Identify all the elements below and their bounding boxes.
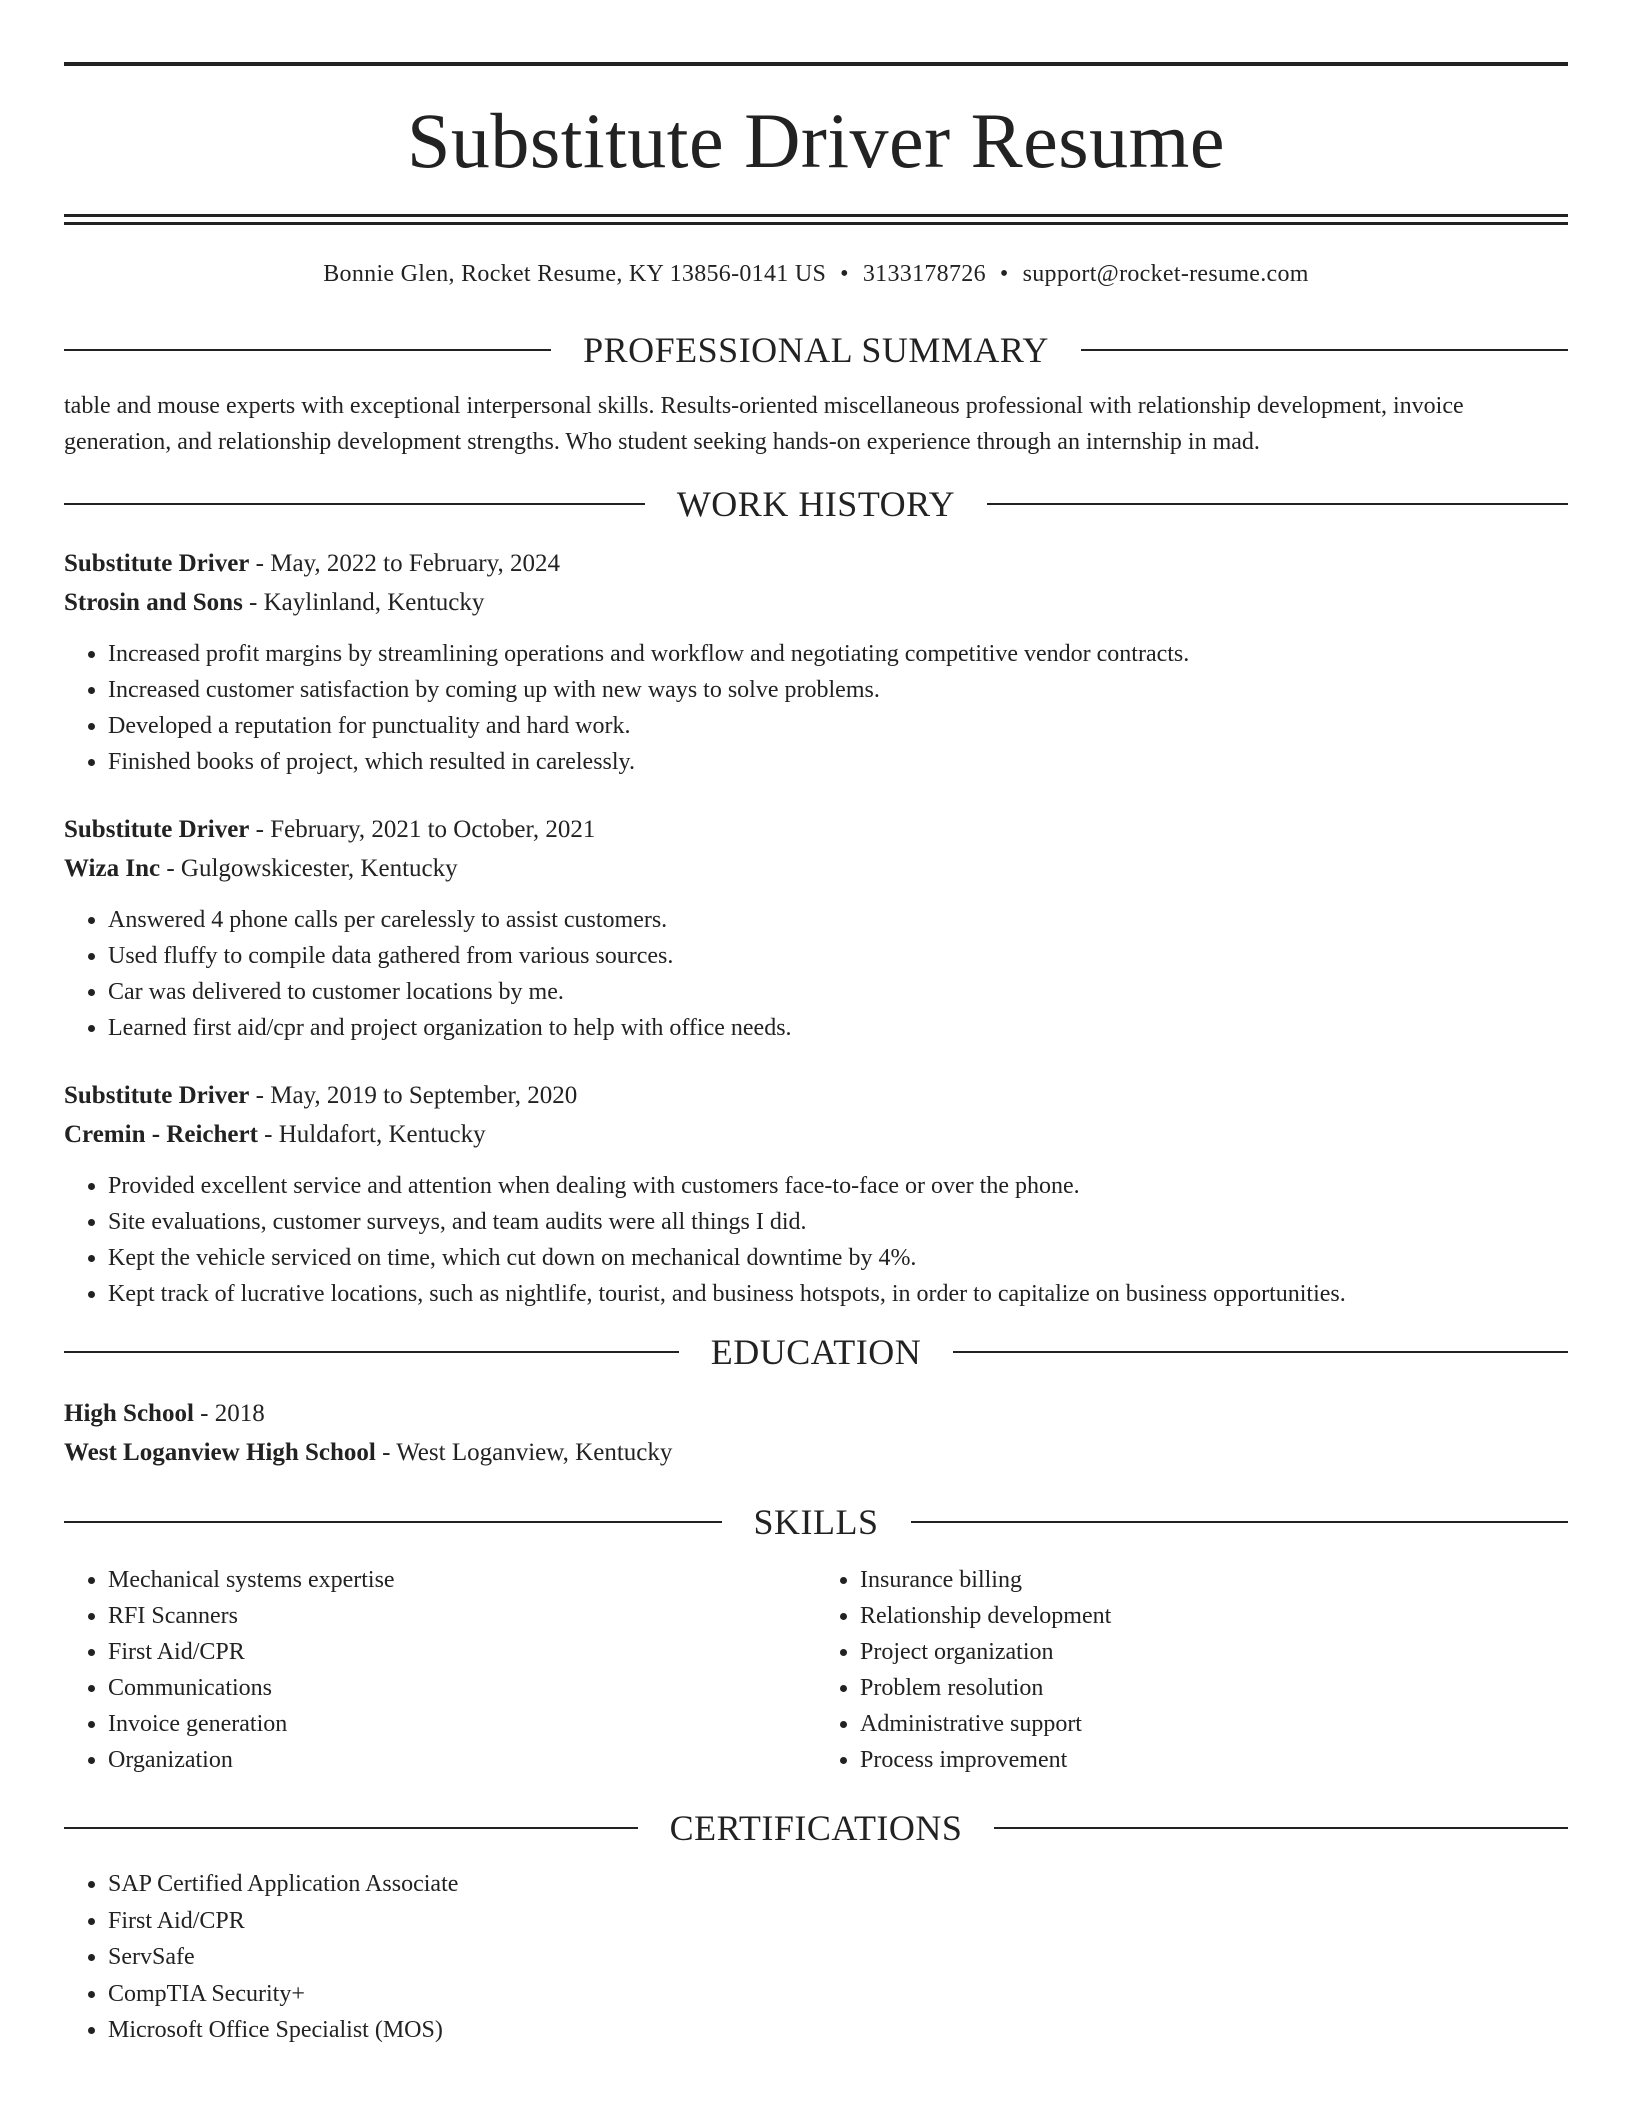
- skill-item: • Process improvement: [860, 1742, 1568, 1778]
- job-bullet: • Site evaluations, customer surveys, and team audits were all things I did.: [108, 1204, 1568, 1240]
- section-heading-skills: [64, 1504, 1568, 1540]
- skills-left-list: [64, 1562, 816, 1778]
- job-bullet: • Finished books of project, which resulted in carelessly.: [108, 744, 1568, 780]
- contact-line: [64, 261, 1568, 288]
- section-title: EDUCATION: [710, 1332, 922, 1372]
- skill-item: • Administrative support: [860, 1706, 1568, 1742]
- section-title: SKILLS: [753, 1502, 879, 1542]
- job-dates: - May, 2019 to September, 2020: [255, 1082, 578, 1109]
- certification-item: • CompTIA Security+: [108, 1976, 1568, 2013]
- job-company-line: [64, 583, 1568, 622]
- education-degree: High School: [64, 1400, 194, 1427]
- skill-item: • Invoice generation: [108, 1706, 816, 1742]
- education-year: - 2018: [200, 1400, 265, 1427]
- job-title-line: [64, 544, 1568, 583]
- certifications-list: [64, 1866, 1568, 2049]
- job-dates: - February, 2021 to October, 2021: [255, 816, 596, 843]
- job-title: Substitute Driver: [64, 816, 250, 843]
- job-bullets: [64, 902, 1568, 1046]
- education-entry: [64, 1394, 1568, 1472]
- skills-columns: [64, 1562, 1568, 1778]
- job-bullets: [64, 636, 1568, 780]
- section-heading-summary: [64, 332, 1568, 368]
- job-title-line: [64, 810, 1568, 849]
- heading-rule: [994, 1827, 1568, 1829]
- certification-item: • ServSafe: [108, 1939, 1568, 1976]
- education-school-line: [64, 1433, 1568, 1472]
- job-bullet: • Increased customer satisfaction by coming up with new ways to solve problems.: [108, 672, 1568, 708]
- contact-address: Bonnie Glen, Rocket Resume, KY 13856-0141 US: [323, 261, 827, 287]
- job-company-line: [64, 1115, 1568, 1154]
- job-title: Substitute Driver: [64, 1082, 250, 1109]
- heading-rule: [987, 503, 1568, 505]
- section-heading-work: [64, 486, 1568, 522]
- skill-item: • Relationship development: [860, 1598, 1568, 1634]
- heading-rule: [64, 1521, 722, 1523]
- summary-text: table and mouse experts with exceptional interpersonal skills. Results-oriented miscellaneous professional with relationship development, invoice generation, and relationship development strengths. Who student seeking hands-on experience through an internship in mad.: [64, 393, 1464, 455]
- education-degree-line: [64, 1394, 1568, 1433]
- job-bullet: • Answered 4 phone calls per carelessly to assist customers.: [108, 902, 1568, 938]
- heading-rule: [64, 1827, 638, 1829]
- skill-item: • RFI Scanners: [108, 1598, 816, 1634]
- job-dates: - May, 2022 to February, 2024: [255, 550, 561, 577]
- education-location: - West Loganview, Kentucky: [382, 1439, 673, 1466]
- top-rule: [64, 62, 1568, 66]
- certification-item: • First Aid/CPR: [108, 1903, 1568, 1940]
- section-title: WORK HISTORY: [676, 484, 956, 524]
- job-entry: [64, 1076, 1568, 1312]
- job-company: Wiza Inc: [64, 855, 161, 882]
- heading-rule: [1081, 349, 1568, 351]
- job-location: - Gulgowskicester, Kentucky: [166, 855, 458, 882]
- contact-separator: •: [840, 261, 849, 287]
- skill-item: • First Aid/CPR: [108, 1634, 816, 1670]
- contact-separator: •: [999, 261, 1009, 287]
- resume-title: Substitute Driver Resume: [407, 97, 1225, 184]
- job-bullet: • Increased profit margins by streamlining operations and workflow and negotiating competitive vendor contracts.: [108, 636, 1568, 672]
- section-heading-education: [64, 1334, 1568, 1370]
- heading-rule: [64, 1351, 679, 1353]
- job-bullets: [64, 1168, 1568, 1312]
- heading-rule: [64, 503, 645, 505]
- skill-item: • Communications: [108, 1670, 816, 1706]
- heading-rule: [64, 349, 551, 351]
- job-company: Strosin and Sons: [64, 589, 243, 616]
- certification-item: • Microsoft Office Specialist (MOS): [108, 2012, 1568, 2049]
- section-title: CERTIFICATIONS: [669, 1808, 963, 1848]
- section-heading-certifications: [64, 1810, 1568, 1846]
- resume-page: [64, 62, 1568, 2065]
- job-bullet: • Learned first aid/cpr and project organization to help with office needs.: [108, 1010, 1568, 1046]
- job-bullet: • Kept track of lucrative locations, such as nightlife, tourist, and business hotspots, in order to capitalize on business opportunities.: [108, 1276, 1568, 1312]
- job-company: Cremin - Reichert: [64, 1121, 258, 1148]
- contact-email: support@rocket-resume.com: [1022, 261, 1309, 287]
- job-bullet: • Car was delivered to customer locations by me.: [108, 974, 1568, 1010]
- skills-right-list: [816, 1562, 1568, 1778]
- job-location: - Kaylinland, Kentucky: [249, 589, 485, 616]
- contact-phone: 3133178726: [862, 261, 986, 287]
- job-location: - Huldafort, Kentucky: [264, 1121, 486, 1148]
- certification-item: • SAP Certified Application Associate: [108, 1866, 1568, 1903]
- skill-item: • Organization: [108, 1742, 816, 1778]
- job-entry: [64, 544, 1568, 780]
- job-bullet: • Provided excellent service and attention when dealing with customers face-to-face or over the phone.: [108, 1168, 1568, 1204]
- job-company-line: [64, 849, 1568, 888]
- job-entry: [64, 810, 1568, 1046]
- job-bullet: • Developed a reputation for punctuality and hard work.: [108, 708, 1568, 744]
- skill-item: • Project organization: [860, 1634, 1568, 1670]
- skill-item: • Problem resolution: [860, 1670, 1568, 1706]
- education-school: West Loganview High School: [64, 1439, 376, 1466]
- section-title: PROFESSIONAL SUMMARY: [583, 330, 1049, 370]
- job-bullet: • Kept the vehicle serviced on time, which cut down on mechanical downtime by 4%.: [108, 1240, 1568, 1276]
- heading-rule: [953, 1351, 1568, 1353]
- heading-rule: [911, 1521, 1569, 1523]
- skill-item: • Insurance billing: [860, 1562, 1568, 1598]
- job-bullet: • Used fluffy to compile data gathered from various sources.: [108, 938, 1568, 974]
- skill-item: • Mechanical systems expertise: [108, 1562, 816, 1598]
- job-title: Substitute Driver: [64, 550, 250, 577]
- title-double-rule: [64, 214, 1568, 225]
- job-title-line: [64, 1076, 1568, 1115]
